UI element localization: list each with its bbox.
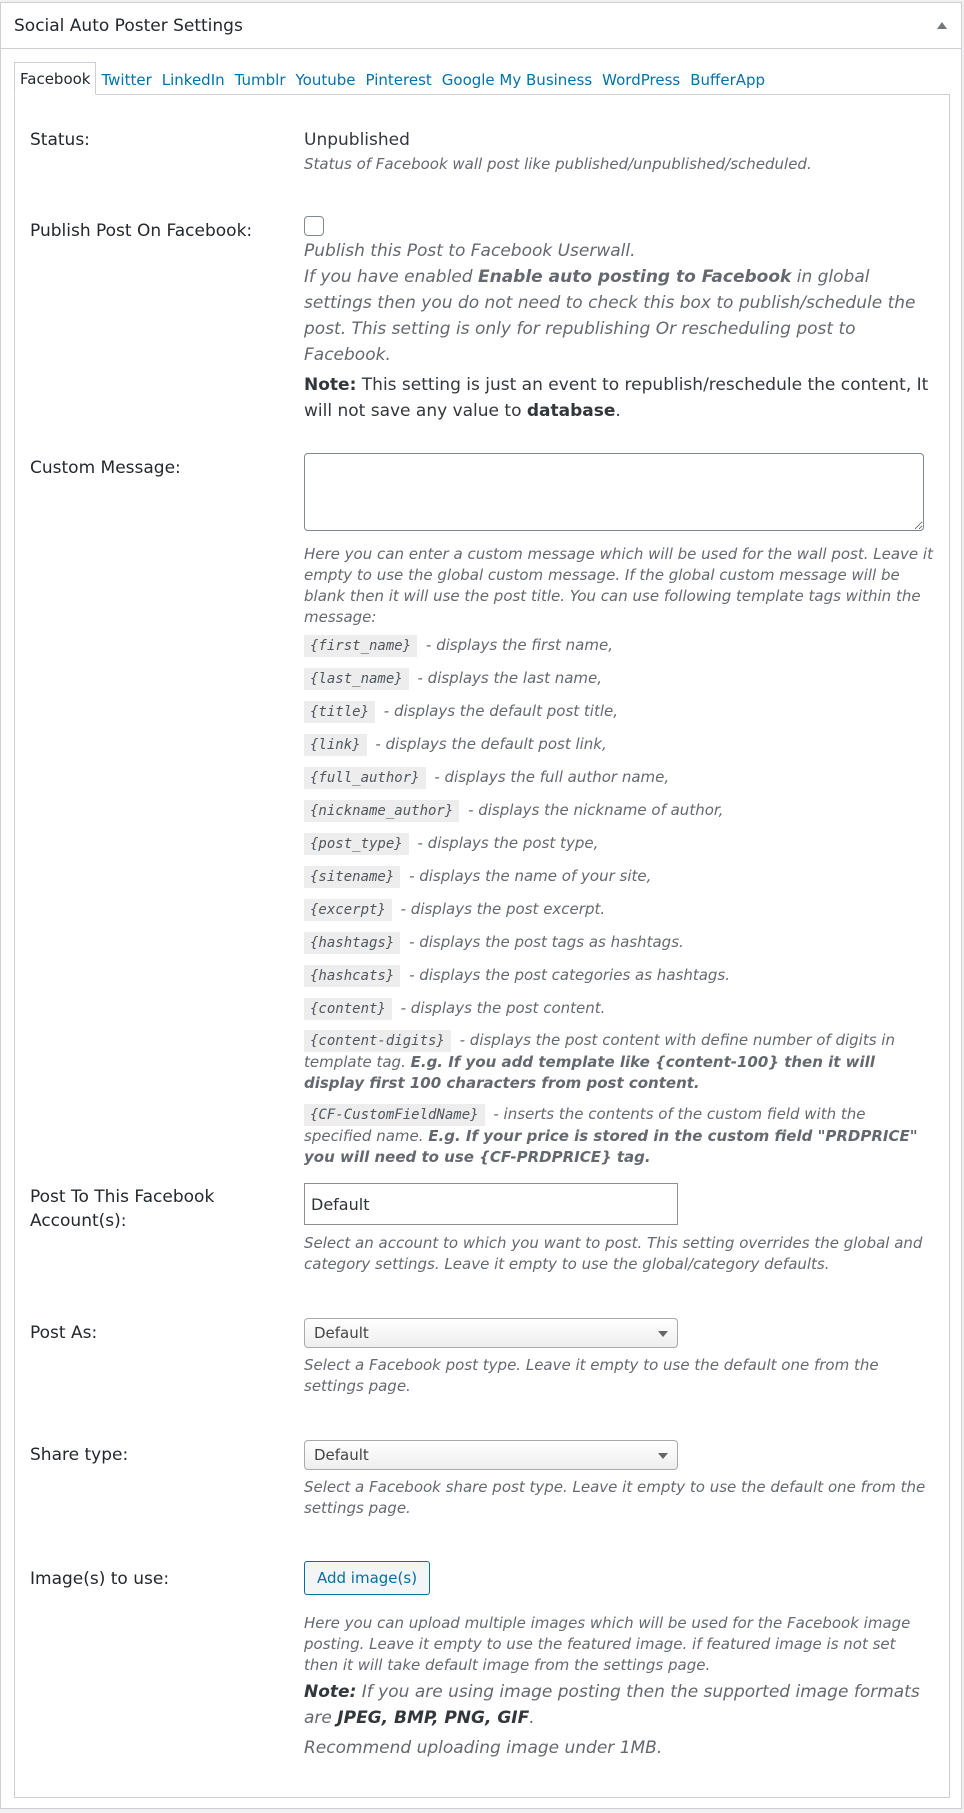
chevron-down-icon: [658, 1453, 668, 1459]
images-label: Image(s) to use:: [30, 1569, 170, 1589]
images-note: Note: If you are using image posting then the supported image formats are JPEG, BMP, PNG, GIF.: [304, 1682, 920, 1728]
tag-item: {last_name} - displays the last name,: [304, 667, 934, 690]
tab-wordpress[interactable]: WordPress: [602, 71, 681, 89]
tag-item: {first_name} - displays the first name,: [304, 634, 934, 657]
tab-pinterest[interactable]: Pinterest: [365, 71, 432, 89]
template-tags-list: [304, 634, 934, 1168]
share-type-description: Select a Facebook share post type. Leave it empty to use the default one from the settings page.: [304, 1478, 926, 1517]
panel-header[interactable]: [1, 3, 961, 49]
add-images-button[interactable]: Add image(s): [304, 1561, 430, 1595]
publish-note: Note: This setting is just an event to republish/reschedule the content, It will not save any value to database.: [304, 375, 929, 421]
tag-item: {hashtags} - displays the post tags as hashtags.: [304, 931, 934, 954]
post-as-label: Post As:: [30, 1323, 98, 1343]
account-description: Select an account to which you want to post. This setting overrides the global and category settings. Leave it empty to use the global/category defaults.: [304, 1234, 923, 1273]
publish-line2-bold: Enable auto posting to Facebook: [477, 267, 792, 287]
tab-bufferapp[interactable]: BufferApp: [690, 71, 766, 89]
status-description: Status of Facebook wall post like published/unpublished/scheduled.: [304, 155, 812, 173]
post-as-select[interactable]: Default: [304, 1318, 678, 1348]
tab-twitter[interactable]: Twitter: [101, 71, 152, 89]
chevron-down-icon: [658, 1331, 668, 1337]
images-description: Here you can upload multiple images which will be used for the Facebook image posting. Leave it empty to use the featured image. if featured image is not set then it will take default image from the settings page.: [304, 1614, 911, 1674]
images-recommend: Recommend uploading image under 1MB.: [304, 1738, 663, 1758]
publish-line2: If you have enabled Enable auto posting to Facebook in global settings then you do not need to check this box to publish/schedule the post. This setting is only for republishing Or rescheduling post to Facebook.: [304, 267, 916, 365]
tag-item: {post_type} - displays the post type,: [304, 832, 934, 855]
post-as-description: Select a Facebook post type. Leave it empty to use the default one from the settings page.: [304, 1356, 879, 1395]
tag-item: {nickname_author} - displays the nickname of author,: [304, 799, 934, 822]
tag-item: {content} - displays the post content.: [304, 997, 934, 1020]
social-auto-poster-panel: [0, 2, 962, 1809]
status-label: Status:: [30, 130, 90, 150]
account-input[interactable]: [304, 1183, 678, 1225]
facebook-settings-panel: [14, 94, 950, 1798]
tag-item: {title} - displays the default post title,: [304, 700, 934, 723]
share-type-select[interactable]: Default: [304, 1440, 678, 1470]
tag-item: {hashcats} - displays the post categories as hashtags.: [304, 964, 934, 987]
tag-item: {sitename} - displays the name of your site,: [304, 865, 934, 888]
account-label: Post To This Facebook Account(s):: [30, 1187, 215, 1231]
tab-linkedin[interactable]: LinkedIn: [161, 71, 225, 89]
tab-tumblr[interactable]: Tumblr: [234, 71, 286, 89]
tag-item: {full_author} - displays the full author name,: [304, 766, 934, 789]
publish-line1: Publish this Post to Facebook Userwall.: [304, 241, 636, 261]
tag-item: {link} - displays the default post link,: [304, 733, 934, 756]
custom-message-intro: Here you can enter a custom message which will be used for the wall post. Leave it empty to use the global custom message. If the global custom message will be blank then it will use the post title. You can use following template tags within the message:: [304, 545, 933, 626]
tag-item-content-digits: {content-digits} - displays the post content with define number of digits in template tag. E.g. If you add template like {content-100} then it will display first 100 characters from post content.: [304, 1031, 895, 1092]
status-value: Unpublished: [304, 130, 410, 150]
share-type-label: Share type:: [30, 1445, 129, 1465]
publish-checkbox[interactable]: [304, 216, 324, 236]
tag-item: {excerpt} - displays the post excerpt.: [304, 898, 934, 921]
custom-message-textarea[interactable]: [304, 453, 924, 531]
panel-title: Social Auto Poster Settings: [14, 15, 243, 36]
network-tabs: [14, 62, 770, 95]
tag-item-custom-field: {CF-CustomFieldName} - inserts the contents of the custom field with the specified name. E.g. If your price is stored in the custom field "PRDPRICE" you will need to use {CF-PRDPRICE} tag.: [304, 1105, 918, 1166]
tab-facebook[interactable]: Facebook: [14, 62, 96, 95]
collapse-arrow-icon[interactable]: [937, 22, 947, 29]
custom-message-label: Custom Message:: [30, 458, 181, 478]
publish-label: Publish Post On Facebook:: [30, 221, 253, 241]
tab-google-my-business[interactable]: Google My Business: [441, 71, 593, 89]
tab-youtube[interactable]: Youtube: [295, 71, 356, 89]
